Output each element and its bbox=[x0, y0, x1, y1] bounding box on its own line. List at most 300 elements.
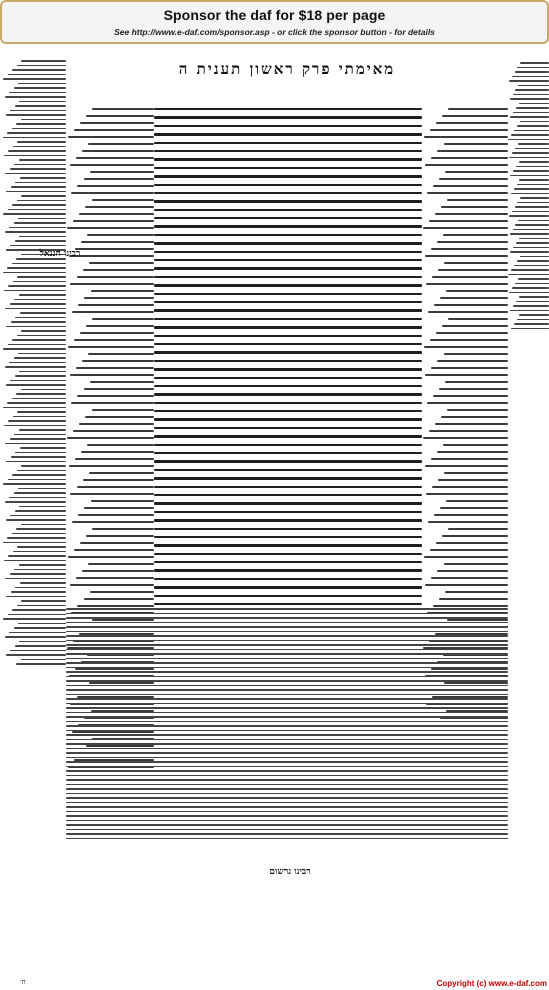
text-line bbox=[433, 395, 508, 397]
text-line bbox=[15, 182, 66, 184]
text-line bbox=[430, 129, 508, 131]
text-line bbox=[154, 595, 422, 597]
text-line bbox=[515, 71, 549, 73]
text-line bbox=[509, 157, 549, 159]
text-line bbox=[515, 224, 549, 226]
sponsor-banner[interactable] bbox=[0, 0, 549, 44]
text-line bbox=[513, 94, 549, 96]
text-line bbox=[80, 542, 154, 544]
text-line bbox=[12, 128, 66, 130]
text-line bbox=[5, 578, 66, 580]
text-line bbox=[92, 528, 154, 530]
text-line bbox=[88, 143, 154, 145]
text-line bbox=[18, 353, 66, 355]
text-line bbox=[441, 206, 508, 208]
text-line bbox=[19, 371, 66, 373]
text-line bbox=[154, 225, 422, 227]
text-line bbox=[76, 157, 154, 159]
text-line bbox=[154, 502, 422, 504]
text-line bbox=[15, 587, 66, 589]
text-line bbox=[446, 290, 508, 292]
text-line bbox=[10, 438, 66, 440]
text-line bbox=[154, 360, 422, 362]
text-line bbox=[88, 353, 154, 355]
text-line bbox=[444, 472, 508, 474]
text-line bbox=[447, 409, 508, 411]
text-line bbox=[154, 234, 422, 236]
text-line bbox=[434, 514, 508, 516]
text-line bbox=[84, 297, 154, 299]
text-line bbox=[66, 833, 508, 835]
text-line bbox=[70, 374, 154, 376]
text-line bbox=[9, 632, 66, 634]
text-line bbox=[6, 326, 66, 328]
text-line bbox=[90, 381, 154, 383]
text-line bbox=[9, 362, 66, 364]
text-line bbox=[154, 477, 422, 479]
text-line bbox=[90, 171, 154, 173]
text-line bbox=[66, 730, 508, 732]
text-line bbox=[17, 200, 66, 202]
text-line bbox=[66, 617, 508, 619]
text-line bbox=[66, 766, 508, 768]
text-line bbox=[10, 303, 66, 305]
text-line bbox=[512, 211, 549, 213]
text-line bbox=[6, 654, 66, 656]
text-line bbox=[77, 185, 154, 187]
text-line bbox=[17, 546, 66, 548]
text-line bbox=[21, 330, 66, 332]
text-line bbox=[19, 294, 66, 296]
text-line bbox=[77, 276, 154, 278]
text-line bbox=[14, 434, 66, 436]
text-line bbox=[14, 357, 66, 359]
text-line bbox=[517, 202, 549, 204]
text-line bbox=[3, 137, 66, 139]
text-line bbox=[436, 122, 508, 124]
text-line bbox=[66, 626, 508, 628]
text-line bbox=[84, 507, 154, 509]
text-line bbox=[154, 494, 422, 496]
text-line bbox=[444, 262, 508, 264]
text-line bbox=[82, 150, 154, 152]
text-line bbox=[81, 451, 154, 453]
text-line bbox=[66, 820, 508, 822]
text-line bbox=[444, 143, 509, 145]
text-line bbox=[66, 707, 508, 709]
text-line bbox=[12, 339, 66, 341]
text-line bbox=[444, 353, 509, 355]
text-line bbox=[429, 220, 508, 222]
text-line bbox=[510, 251, 549, 253]
text-line bbox=[73, 220, 154, 222]
text-line bbox=[423, 227, 508, 229]
text-line bbox=[445, 591, 508, 593]
text-line bbox=[154, 116, 422, 118]
text-line bbox=[154, 184, 422, 186]
text-line bbox=[518, 85, 549, 87]
text-line bbox=[520, 62, 549, 64]
text-line bbox=[72, 311, 154, 313]
text-line bbox=[154, 410, 422, 412]
text-line bbox=[431, 157, 508, 159]
text-line bbox=[519, 161, 549, 163]
text-line bbox=[518, 278, 549, 280]
text-line bbox=[439, 598, 508, 600]
text-line bbox=[11, 321, 66, 323]
text-line bbox=[440, 297, 508, 299]
sponsor-subtitle[interactable]: See http://www.e-daf.com/sponsor.asp - or click the sponsor button - for details bbox=[114, 27, 435, 37]
text-line bbox=[85, 206, 154, 208]
text-line bbox=[89, 262, 154, 264]
text-line bbox=[19, 564, 66, 566]
text-line bbox=[3, 618, 66, 620]
text-line bbox=[8, 150, 66, 152]
text-line bbox=[432, 276, 508, 278]
text-line bbox=[6, 519, 66, 521]
text-line bbox=[9, 497, 66, 499]
text-line bbox=[8, 209, 66, 211]
copyright-link[interactable]: Copyright (c) www.e-daf.com bbox=[436, 979, 547, 988]
text-line bbox=[92, 199, 154, 201]
text-line bbox=[435, 213, 508, 215]
text-line bbox=[66, 613, 508, 615]
text-line bbox=[154, 427, 422, 429]
text-line bbox=[154, 108, 422, 110]
text-line bbox=[17, 335, 66, 337]
outer-right-margin bbox=[508, 62, 549, 990]
text-line bbox=[8, 479, 66, 481]
text-line bbox=[66, 662, 508, 664]
text-line bbox=[512, 152, 549, 154]
text-line bbox=[509, 292, 549, 294]
text-line bbox=[14, 87, 66, 89]
text-line bbox=[21, 524, 66, 526]
text-line bbox=[423, 437, 508, 439]
text-line bbox=[77, 605, 154, 607]
text-line bbox=[508, 139, 549, 141]
text-line bbox=[517, 319, 549, 321]
text-line bbox=[437, 570, 508, 572]
text-line bbox=[66, 748, 508, 750]
text-line bbox=[154, 435, 422, 437]
text-line bbox=[433, 605, 508, 607]
text-line bbox=[14, 164, 66, 166]
text-line bbox=[4, 155, 66, 157]
text-line bbox=[69, 465, 154, 467]
text-line bbox=[519, 238, 549, 240]
text-line bbox=[66, 752, 508, 754]
text-line bbox=[15, 317, 66, 319]
text-line bbox=[16, 528, 66, 530]
text-line bbox=[7, 402, 66, 404]
text-line bbox=[511, 134, 549, 136]
text-line bbox=[14, 222, 66, 224]
text-line bbox=[510, 310, 549, 312]
page-number: ה׳ bbox=[20, 978, 26, 986]
text-line bbox=[441, 416, 508, 418]
text-line bbox=[154, 284, 422, 286]
text-line bbox=[85, 416, 154, 418]
text-line bbox=[5, 173, 66, 175]
outer-left-margin bbox=[2, 60, 66, 990]
sponsor-title[interactable]: Sponsor the daf for $18 per page bbox=[163, 7, 386, 23]
text-line bbox=[154, 276, 422, 278]
text-line bbox=[437, 150, 508, 152]
text-line bbox=[8, 344, 66, 346]
text-line bbox=[427, 402, 508, 404]
text-line bbox=[74, 129, 154, 131]
text-line bbox=[68, 136, 154, 138]
text-line bbox=[13, 281, 66, 283]
text-line bbox=[508, 274, 549, 276]
text-line bbox=[66, 734, 508, 736]
text-line bbox=[520, 197, 549, 199]
text-line bbox=[88, 563, 154, 565]
text-line bbox=[15, 645, 66, 647]
text-line bbox=[430, 549, 508, 551]
text-line bbox=[513, 229, 549, 231]
text-line bbox=[70, 584, 154, 586]
text-line bbox=[70, 283, 154, 285]
text-line bbox=[14, 569, 66, 571]
text-line bbox=[154, 251, 422, 253]
text-line bbox=[66, 703, 508, 705]
text-line bbox=[66, 838, 508, 840]
text-line bbox=[70, 493, 154, 495]
text-line bbox=[514, 323, 549, 325]
text-line bbox=[66, 635, 508, 637]
text-line bbox=[17, 605, 66, 607]
text-line bbox=[154, 553, 422, 555]
text-line bbox=[11, 186, 66, 188]
text-line bbox=[154, 318, 422, 320]
text-line bbox=[66, 653, 508, 655]
text-line bbox=[425, 255, 508, 257]
text-line bbox=[66, 676, 508, 678]
text-line bbox=[21, 600, 66, 602]
text-line bbox=[5, 308, 66, 310]
text-line bbox=[10, 110, 66, 112]
text-line bbox=[3, 348, 66, 350]
text-line bbox=[72, 521, 154, 523]
text-line bbox=[66, 775, 508, 777]
text-line bbox=[12, 69, 66, 71]
text-line bbox=[424, 136, 508, 138]
text-line bbox=[86, 535, 154, 537]
text-line bbox=[19, 159, 66, 161]
text-line bbox=[14, 299, 66, 301]
text-line bbox=[154, 469, 422, 471]
text-line bbox=[19, 506, 66, 508]
text-line bbox=[79, 423, 154, 425]
text-line bbox=[433, 185, 508, 187]
text-line bbox=[66, 761, 508, 763]
text-line bbox=[5, 231, 66, 233]
text-line bbox=[21, 389, 66, 391]
text-line bbox=[75, 458, 154, 460]
text-line bbox=[86, 325, 154, 327]
text-line bbox=[520, 121, 549, 123]
text-line bbox=[6, 114, 66, 116]
text-line bbox=[154, 200, 422, 202]
text-line bbox=[154, 536, 422, 538]
text-line bbox=[74, 549, 154, 551]
text-line bbox=[8, 555, 66, 557]
text-line bbox=[426, 493, 508, 495]
text-line bbox=[510, 116, 549, 118]
text-line bbox=[154, 377, 422, 379]
text-line bbox=[15, 240, 66, 242]
text-line bbox=[80, 332, 154, 334]
text-line bbox=[154, 293, 422, 295]
text-line bbox=[17, 411, 66, 413]
text-line bbox=[82, 360, 154, 362]
text-line bbox=[444, 563, 509, 565]
text-line bbox=[8, 420, 66, 422]
text-line bbox=[66, 784, 508, 786]
text-line bbox=[425, 164, 508, 166]
text-line bbox=[10, 245, 66, 247]
text-line bbox=[439, 388, 508, 390]
text-line bbox=[18, 623, 66, 625]
text-line bbox=[154, 150, 422, 152]
text-line bbox=[424, 346, 508, 348]
text-line bbox=[80, 122, 154, 124]
text-line bbox=[66, 824, 508, 826]
text-line bbox=[66, 640, 508, 642]
text-line bbox=[67, 437, 154, 439]
text-line bbox=[76, 577, 154, 579]
text-line bbox=[66, 658, 508, 660]
text-line bbox=[17, 65, 66, 67]
text-line bbox=[154, 217, 422, 219]
text-line bbox=[512, 287, 549, 289]
text-line bbox=[154, 368, 422, 370]
text-line bbox=[20, 177, 66, 179]
text-line bbox=[429, 430, 508, 432]
text-line bbox=[514, 130, 549, 132]
text-line bbox=[83, 269, 154, 271]
text-line bbox=[66, 743, 508, 745]
text-line bbox=[66, 829, 508, 831]
text-line bbox=[445, 171, 508, 173]
text-line bbox=[154, 511, 422, 513]
text-line bbox=[154, 519, 422, 521]
text-line bbox=[448, 318, 508, 320]
text-line bbox=[66, 712, 508, 714]
text-line bbox=[154, 242, 422, 244]
text-line bbox=[425, 584, 508, 586]
text-line bbox=[436, 542, 508, 544]
text-line bbox=[66, 694, 508, 696]
text-line bbox=[66, 644, 508, 646]
text-line bbox=[66, 671, 508, 673]
text-line bbox=[66, 689, 508, 691]
text-line bbox=[431, 577, 508, 579]
text-line bbox=[516, 242, 549, 244]
text-line bbox=[519, 103, 549, 105]
text-line bbox=[434, 304, 508, 306]
text-line bbox=[517, 67, 549, 69]
text-line bbox=[516, 107, 549, 109]
text-line bbox=[91, 500, 154, 502]
text-line bbox=[431, 458, 508, 460]
text-line bbox=[154, 486, 422, 488]
bottom-heading: רבינו גרשום bbox=[269, 867, 311, 877]
text-line bbox=[5, 443, 66, 445]
text-line bbox=[437, 241, 508, 243]
text-line bbox=[20, 447, 66, 449]
text-line bbox=[16, 393, 66, 395]
text-line bbox=[513, 170, 549, 172]
text-line bbox=[513, 247, 549, 249]
text-line bbox=[438, 479, 508, 481]
text-line bbox=[446, 500, 508, 502]
text-line bbox=[3, 483, 66, 485]
text-line bbox=[6, 461, 66, 463]
text-line bbox=[14, 492, 66, 494]
text-line bbox=[66, 797, 508, 799]
text-line bbox=[66, 685, 508, 687]
text-line bbox=[511, 328, 549, 330]
text-line bbox=[154, 578, 422, 580]
text-line bbox=[18, 218, 66, 220]
text-line bbox=[67, 227, 154, 229]
text-line bbox=[154, 309, 422, 311]
text-line bbox=[154, 343, 422, 345]
text-line bbox=[154, 326, 422, 328]
text-line bbox=[154, 142, 422, 144]
text-line bbox=[19, 641, 66, 643]
talmud-page bbox=[0, 48, 549, 990]
text-line bbox=[154, 158, 422, 160]
text-line bbox=[13, 416, 66, 418]
text-line bbox=[515, 283, 549, 285]
text-line bbox=[10, 573, 66, 575]
text-line bbox=[431, 248, 508, 250]
text-line bbox=[91, 290, 154, 292]
text-line bbox=[15, 452, 66, 454]
text-line bbox=[154, 335, 422, 337]
text-line bbox=[13, 146, 66, 148]
text-line bbox=[510, 233, 549, 235]
text-line bbox=[86, 115, 154, 117]
text-line bbox=[445, 381, 508, 383]
tosafot-heading: רבינו חננאל bbox=[39, 249, 81, 259]
text-line bbox=[17, 141, 66, 143]
text-line bbox=[432, 486, 508, 488]
text-line bbox=[509, 80, 549, 82]
text-line bbox=[9, 227, 66, 229]
text-line bbox=[154, 586, 422, 588]
text-line bbox=[440, 507, 508, 509]
text-line bbox=[154, 301, 422, 303]
text-line bbox=[16, 123, 66, 125]
text-line bbox=[8, 285, 66, 287]
text-line bbox=[154, 561, 422, 563]
text-line bbox=[511, 193, 549, 195]
text-line bbox=[4, 290, 66, 292]
text-line bbox=[87, 444, 154, 446]
text-line bbox=[12, 263, 66, 265]
text-line bbox=[16, 663, 66, 665]
text-line bbox=[435, 423, 508, 425]
text-line bbox=[66, 680, 508, 682]
text-line bbox=[3, 407, 66, 409]
text-line bbox=[443, 234, 508, 236]
text-line bbox=[515, 89, 549, 91]
